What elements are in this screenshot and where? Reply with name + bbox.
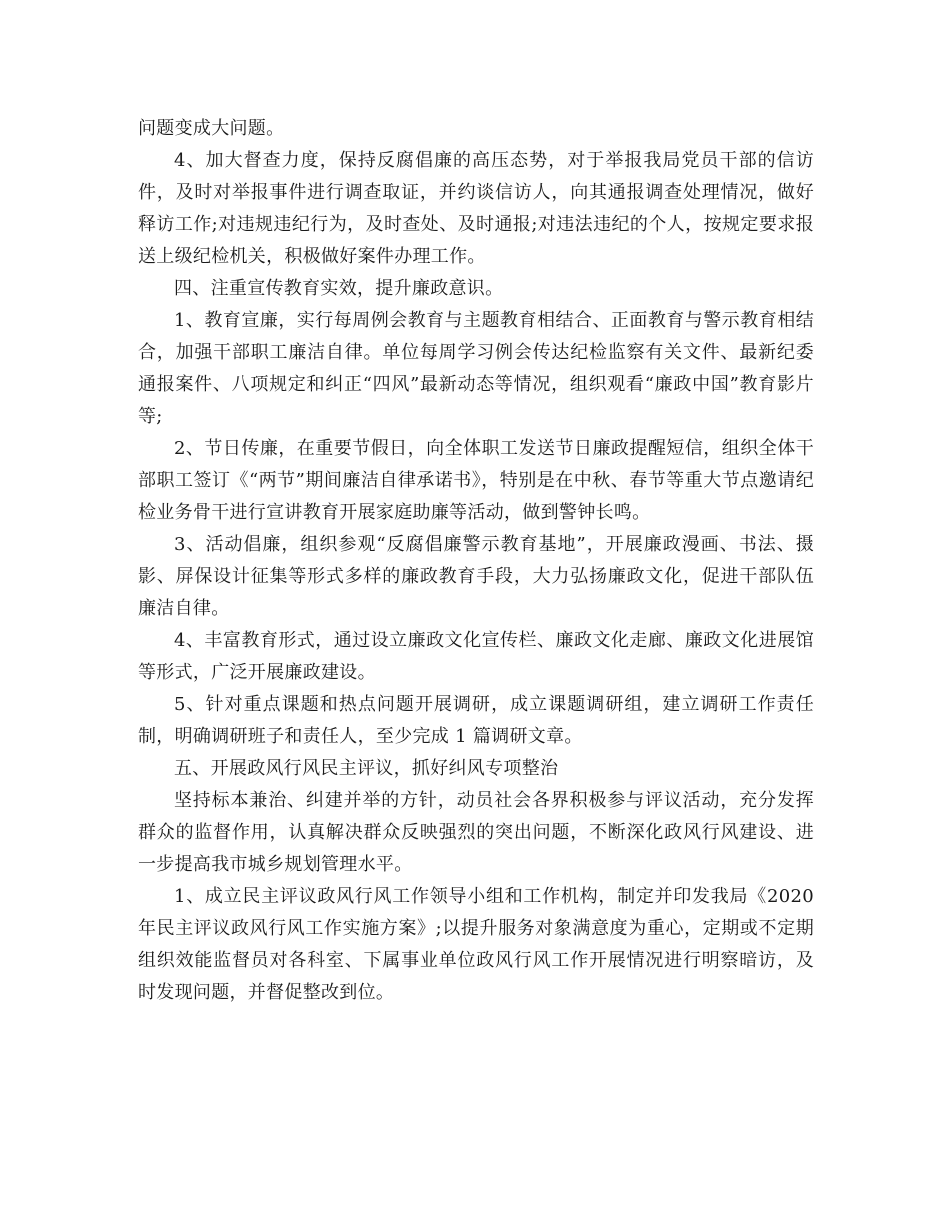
- paragraph-5: 3、活动倡廉，组织参观“反腐倡廉警示教育基地”，开展廉政漫画、书法、摄影、屏保设计征集等形式多样的廉政教育手段，大力弘扬廉政文化，促进干部队伍廉洁自律。: [138, 534, 814, 619]
- paragraph-8: 坚持标本兼治、纠建并举的方针，动员社会各界积极参与评议活动，充分发挥群众的监督作用，认真解决群众反映强烈的突出问题，不断深化政风行风建设、进一步提高我市城乡规划管理水平。: [138, 790, 814, 875]
- paragraph-9: 1、成立民主评议政风行风工作领导小组和工作机构，制定并印发我局《2020年民主评议政风行风工作实施方案》;以提升服务对象满意度为重心，定期或不定期组织效能监督员对各科室、下属事业单位政风行风工作开展情况进行明察暗访，及时发现问题，并督促整改到位。: [138, 886, 814, 1003]
- paragraph-4: 2、节日传廉，在重要节假日，向全体职工发送节日廉政提醒短信，组织全体干部职工签订《“两节”期间廉洁自律承诺书》，特别是在中秋、春节等重大节点邀请纪检业务骨干进行宣讲教育开展家庭助廉等活动，做到警钟长鸣。: [138, 438, 814, 523]
- document-body: [138, 113, 814, 1009]
- section-heading-5: 五、开展政风行风民主评议，抓好纠风专项整治: [174, 758, 559, 779]
- paragraph-3: 1、教育宣廉，实行每周例会教育与主题教育相结合、正面教育与警示教育相结合，加强干部职工廉洁自律。单位每周学习例会传达纪检监察有关文件、最新纪委通报案件、八项规定和纠正“四风”最新动态等情况，组织观看“廉政中国”教育影片等;: [138, 310, 814, 427]
- section-heading-4: 四、注重宣传教育实效，提升廉政意识。: [174, 278, 504, 299]
- paragraph-2: 4、加大督查力度，保持反腐倡廉的高压态势，对于举报我局党员干部的信访件，及时对举报事件进行调查取证，并约谈信访人，向其通报调查处理情况，做好释访工作;对违规违纪行为，及时查处、及时通报;对违法违纪的个人，按规定要求报送上级纪检机关，积极做好案件办理工作。: [138, 150, 814, 267]
- paragraph-1: 问题变成大问题。: [138, 118, 285, 139]
- paragraph-7: 5、针对重点课题和热点问题开展调研，成立课题调研组，建立调研工作责任制，明确调研班子和责任人，至少完成 1 篇调研文章。: [138, 694, 814, 747]
- paragraph-6: 4、丰富教育形式，通过设立廉政文化宣传栏、廉政文化走廊、廉政文化进展馆等形式，广泛开展廉政建设。: [138, 630, 814, 683]
